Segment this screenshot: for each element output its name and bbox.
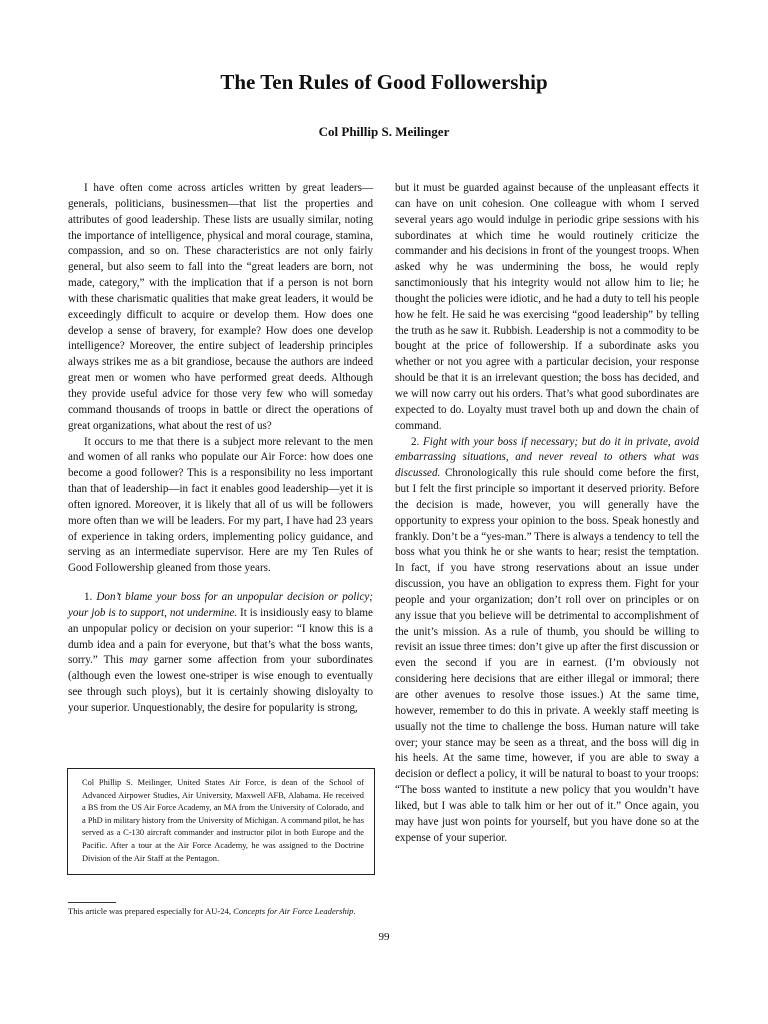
rule-1-emphasis: may	[129, 654, 148, 667]
rule-1-number: 1.	[84, 591, 97, 604]
rule-2-heading: Fight with your boss if necessary; but do it in private, avoid embarrassing situations, and never reveal to others what was discussed.	[395, 435, 699, 480]
article-title: The Ten Rules of Good Followership	[220, 70, 548, 94]
footnote-book-title: Concepts for Air Force Leadership	[233, 906, 354, 916]
footnote-end: .	[353, 906, 356, 916]
paragraph-rule-1	[68, 590, 373, 717]
rule-1-text-b: garner some affection from your subordinates (although even the lowest one-striper is wise enough to eventually see through such ploys), but it is certainly showing disloyalty to your superior. Unquestionably, the desire for popularity is strong,	[68, 654, 373, 714]
paragraph-rule-2	[395, 435, 699, 847]
paragraph-followership: It occurs to me that there is a subject more relevant to the men and women of all ranks who populate our Air Force: how does one become a good follower? This is a responsibility no less important than that of leadership—in fact it enables good leadership—yet it is often ignored. Moreover, it is likely that all of us will be followers more often than we will be leaders. For my part, I have had 23 years of experience in taking orders, implementing policy guidance, and serving as an intermediate supervisor. Here are my Ten Rules of Good Followership gleaned from those years.	[68, 435, 373, 575]
paragraph-intro: I have often come across articles written by great leaders—generals, politicians, businessmen—that list the properties and attributes of good leadership. These lists are usually similar, noting the importance of intelligence, physical and moral courage, stamina, compassion, and so on. These characteristics are not only fairly general, but also seem to fall into the “great leaders are born, not made, category,” with the implication that if a person is not born with these charismatic qualities that make great leaders, it would be exceedingly difficult to acquire or develop them. How does one develop a sense of bravery, for example? How does one develop intelligence? Moreover, the entire subject of leadership principles always strikes me as a bit grandiose, because the authors are indeed great men or women who have performed great deeds. Although they provide useful advice for those very few who will someday command thousands of troops in battle or direct the operations of great organizations, what about the rest of us?	[68, 182, 373, 432]
rule-2-text: Chronologically this rule should come before the first, but I felt the first principle so important it deserved priority. Before the decision is made, however, you will generally have the opportunity to express your opinion to the boss. Speak honestly and frankly. Don’t be a “yes-man.” There is always a tendency to tell the boss what you think he or she wants to hear; resist the temptation. In fact, if you have strong reservations about an issue under discussion, you have an obligation to express them. Fight for your people and your organization; don’t roll over on principles or on any issue that you believe will be detrimental to accomplishment of the unit’s mission. As a rule of thumb, you should be willing to revisit an issue three times: don’t give up after the first discussion or even the second if you are in earnest. (I’m obviously not considering here decisions that are either illegal or immoral; there are other avenues to resolve those issues.) At the same time, however, remember to do this in private. A weekly staff meeting is usually not the time to challenge the boss. Human nature will take over; your stance may be seen as a threat, and the boss will dig in his heels. At the same time, however, if you are able to sway a decision or deflect a policy, it will be natural to boast to your troops: “The boss wanted to institute a new policy that you wouldn’t have liked, but I was able to talk him or her out of it.” Once again, you may have just won points for yourself, but you have done so at the expense of your superior.	[395, 467, 699, 844]
rule-2-number: 2.	[411, 435, 423, 448]
footnote-divider	[68, 902, 116, 903]
right-column	[395, 181, 699, 846]
rule-1-text-a: It is insidiously easy to blame an unpopular policy or decision on your superior: “I know this is a dumb idea and a pain for everyone, but that’s what the boss wants, sorry.” This	[68, 606, 373, 667]
left-column	[68, 181, 373, 717]
footnote	[68, 906, 356, 916]
footnote-text: This article was prepared especially for AU-24,	[68, 906, 234, 916]
paragraph-rule-1-continued: but it must be guarded against because of the unpleasant effects it can have on unit cohesion. One colleague with whom I served several years ago would indulge in periodic gripe sessions with his subordinates at which time he would routinely criticize the commander and his decisions in front of the youngest troops. When asked why he was undermining the boss, he would reply sanctimoniously that his integrity would not allow him to lie; he thought the policies were idiotic, and he had a duty to tell his people how he felt. He said he was exercising “good leadership” by telling the truth as he saw it. Rubbish. Leadership is not a commodity to be bought at the price of followership. If a subordinate asks you whether or not you agree with a particular decision, your response should be that it is an irrelevant question; the boss has decided, and we will now carry out his orders. That’s what good subordinates are expected to do. Loyalty must travel both up and down the chain of command.	[395, 182, 699, 432]
author-bio-box: Col Phillip S. Meilinger, United States Air Force, is dean of the School of Advanced Airpower Studies, Air University, Maxwell AFB, Alabama. He received a BS from the US Air Force Academy, an MA from the University of Colorado, and a PhD in military history from the University of Michigan. A command pilot, he has served as a C-130 aircraft commander and instructor pilot in both Europe and the Pacific. After a tour at the Air Force Academy, he was assigned to the Doctrine Division of the Air Staff at the Pentagon.	[67, 768, 375, 875]
author-byline: Col Phillip S. Meilinger	[318, 124, 450, 139]
page-number: 99	[378, 931, 390, 943]
rule-1-heading: Don’t blame your boss for an unpopular decision or policy; your job is to support, not undermine.	[68, 591, 373, 619]
